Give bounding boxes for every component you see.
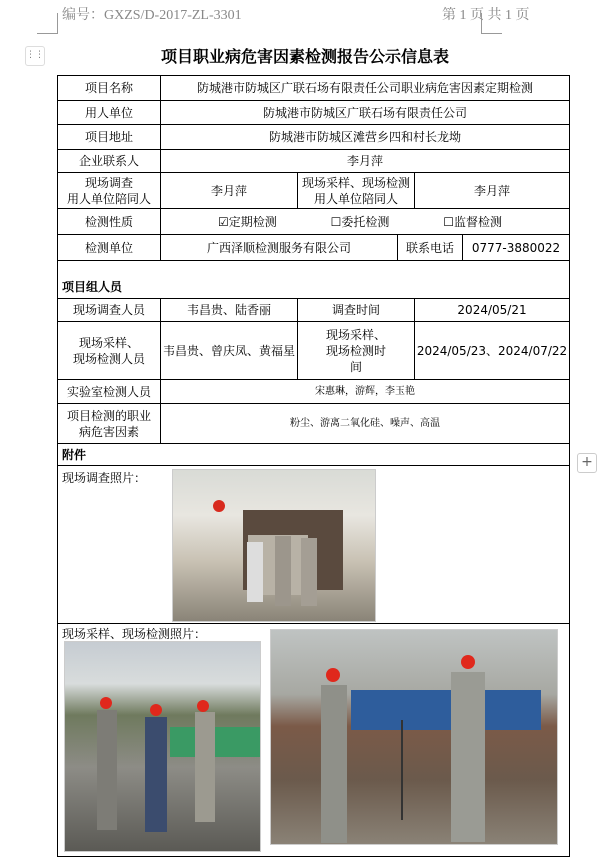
label-line: 间 xyxy=(349,359,362,374)
label-line: 现场检测人员 xyxy=(72,351,145,366)
label xyxy=(298,173,415,209)
employer: 防城港市防城区广联石场有限责任公司 xyxy=(161,101,570,125)
survey-photo xyxy=(172,469,376,622)
sampling-time: 2024/05/23、2024/07/22 xyxy=(415,322,570,380)
hazard-factors: 粉尘、游离二氧化硅、噪声、高温 xyxy=(161,404,570,444)
label: 企业联系人 xyxy=(58,150,161,173)
address: 防城港市防城区滩营乡四和村长龙坳 xyxy=(161,125,570,150)
label-line: 现场采样、现场检测 xyxy=(301,175,410,190)
label-line: 现场采样、 xyxy=(78,335,139,350)
label xyxy=(58,404,161,444)
label-line: 病危害因素 xyxy=(78,424,139,439)
doc-number: 编号：GXZS/D-2017-ZL-3301 xyxy=(62,8,242,23)
label-line: 项目检测的职业 xyxy=(66,408,151,423)
label-line: 用人单位陪同人 xyxy=(66,191,151,206)
attachment-heading: 附件 xyxy=(58,444,570,466)
crop-mark-left xyxy=(37,13,58,34)
survey-photo-label: 现场调查照片： xyxy=(62,471,147,485)
label: 检测性质 xyxy=(58,209,161,235)
unit-name: 广西泽顺检测服务有限公司 xyxy=(161,235,398,260)
sampling-photo-label: 现场采样、现场检测照片： xyxy=(62,627,207,641)
label xyxy=(58,322,161,380)
label xyxy=(58,173,161,209)
lab-staff: 宋惠琳，游辉，李玉艳 xyxy=(161,380,570,404)
samplers: 韦昌贵、曾庆凤、黄福星 xyxy=(161,322,298,380)
label: 现场调查人员 xyxy=(58,299,161,322)
label xyxy=(298,322,415,380)
label: 项目名称 xyxy=(58,76,161,101)
table-move-handle[interactable]: ⋮⋮ xyxy=(25,46,45,66)
page-info: 第 1 页 共 1 页 xyxy=(442,8,530,23)
spacer xyxy=(58,261,570,277)
nature-options xyxy=(161,209,570,235)
contact: 李月萍 xyxy=(161,150,570,173)
checkbox-commissioned[interactable]: ☐委托检测 xyxy=(330,214,390,229)
survey-time: 2024/05/21 xyxy=(415,299,570,322)
surveyors: 韦昌贵、陆香丽 xyxy=(161,299,298,322)
phone-label: 联系电话 xyxy=(398,235,463,260)
sampling-photo-workshop xyxy=(270,629,558,845)
sampling-photo-quarry xyxy=(64,641,261,852)
sampling-companion: 李月萍 xyxy=(415,173,570,209)
label-line: 现场调查 xyxy=(84,175,133,190)
label-line: 现场检测时 xyxy=(325,343,386,358)
checkbox-supervisory[interactable]: ☐监督检测 xyxy=(443,214,503,229)
label: 用人单位 xyxy=(58,101,161,125)
add-row-button[interactable]: + xyxy=(577,453,597,473)
label: 调查时间 xyxy=(298,299,415,322)
unit-cell xyxy=(161,235,570,261)
project-name: 防城港市防城区广联石场有限责任公司职业病危害因素定期检测 xyxy=(161,76,570,101)
label: 实验室检测人员 xyxy=(58,380,161,404)
page-title: 项目职业病危害因素检测报告公示信息表 xyxy=(160,47,449,66)
phone: 0777-3880022 xyxy=(471,240,561,255)
label-line: 用人单位陪同人 xyxy=(313,191,398,206)
crop-mark-right xyxy=(481,13,502,34)
label: 项目地址 xyxy=(58,125,161,150)
label-line: 现场采样、 xyxy=(325,327,386,342)
checkbox-periodic[interactable]: ☑定期检测 xyxy=(217,214,277,229)
team-heading: 项目组人员 xyxy=(58,277,570,299)
label: 检测单位 xyxy=(58,235,161,261)
survey-companion: 李月萍 xyxy=(161,173,298,209)
